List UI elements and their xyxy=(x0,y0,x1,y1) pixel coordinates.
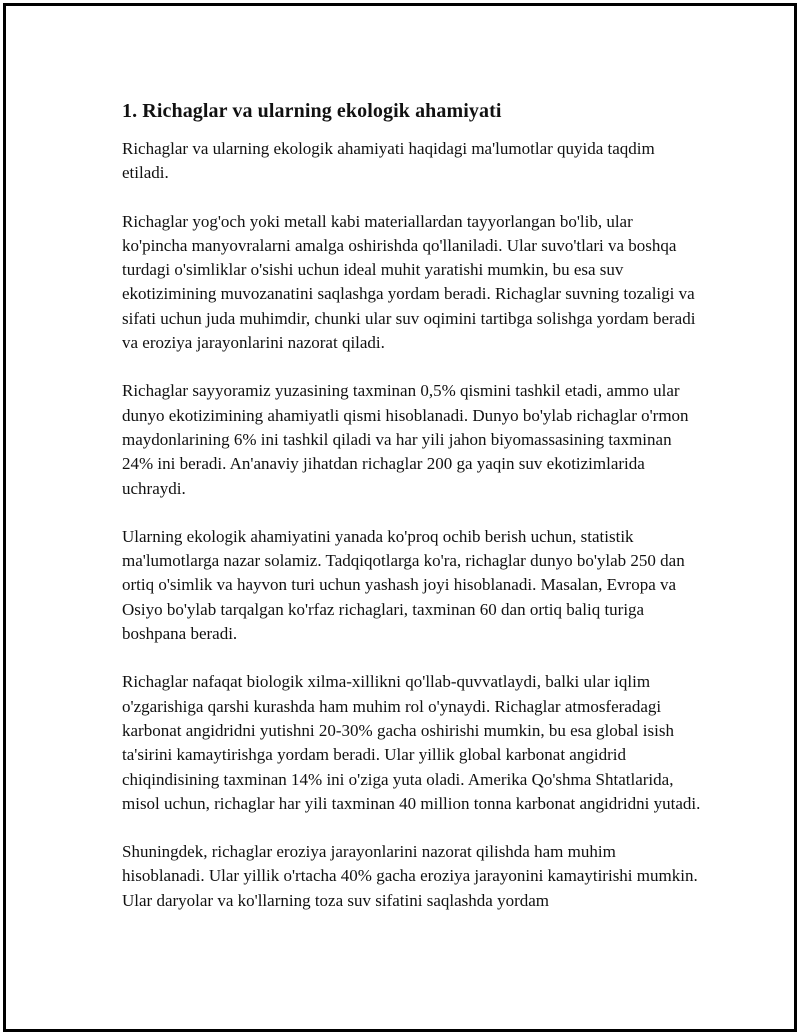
section-heading: 1. Richaglar va ularning ekologik ahamiyati xyxy=(122,100,502,122)
document-body xyxy=(122,98,702,937)
paragraph-intro: Richaglar va ularning ekologik ahamiyati haqidagi ma'lumotlar quyida taqdim etiladi. xyxy=(122,139,655,183)
paragraph-materials: Richaglar yog'och yoki metall kabi materiallardan tayyorlangan bo'lib, ular ko'pincha manyovralarni amalga oshirishda qo'llaniladi. Ular suvo'tlari va boshqa turdagi o'simliklar o'sishi uchun ideal muhit yaratishi mumkin, bu esa suv ekotizimining muvozanatini saqlashga yordam beradi. Richaglar suvning tozaligi va sifati uchun juda muhimdir, chunki ular suv oqimini tartibga solishga yordam beradi va eroziya jarayonlarini nazorat qiladi. xyxy=(122,211,696,353)
paragraph-surface-share: Richaglar sayyoramiz yuzasining taxminan 0,5% qismini tashkil etadi, ammo ular dunyo ekotizimining ahamiyatli qismi hisoblanadi. Dunyo bo'ylab richaglar o'rmon maydonlarining 6% ini tashkil qiladi va har yili jahon biyomassasining taxminan 24% ini beradi. An'anaviy jihatdan richaglar 200 ga yaqin suv ekotizimlarida uchraydi. xyxy=(122,381,689,498)
paragraph-climate: Richaglar nafaqat biologik xilma-xillikni qo'llab-quvvatlaydi, balki ular iqlim o'zgarishiga qarshi kurashda ham muhim rol o'ynaydi. Richaglar atmosferadagi karbonat angidridni yutishni 20-30% gacha oshirishi mumkin, bu esa global isish ta'sirini kamaytirishga yordam beradi. Ular yillik global karbonat angidrid chiqindisining taxminan 14% ini o'ziga yuta oladi. Amerika Qo'shma Shtatlarida, misol uchun, richaglar har yili taxminan 40 million tonna karbonat angidridni yutadi. xyxy=(122,672,701,813)
paragraph-statistics: Ularning ekologik ahamiyatini yanada ko'proq ochib berish uchun, statistik ma'lumotlarga nazar solamiz. Tadqiqotlarga ko'ra, richaglar dunyo bo'ylab 250 dan ortiq o'simlik va hayvon turi uchun yashash joyi hisoblanadi. Masalan, Evropa va Osiyo bo'ylab tarqalgan ko'rfaz richaglari, taxminan 60 dan ortiq baliq turiga boshpana beradi. xyxy=(122,526,685,644)
paragraph-erosion: Shuningdek, richaglar eroziya jarayonlarini nazorat qilishda ham muhim hisoblanadi. Ular yillik o'rtacha 40% gacha eroziya jarayonini kamaytirishi mumkin. Ular daryolar va ko'llarning toza suv sifatini saqlashda yordam xyxy=(122,842,698,910)
page-frame xyxy=(3,3,797,1032)
